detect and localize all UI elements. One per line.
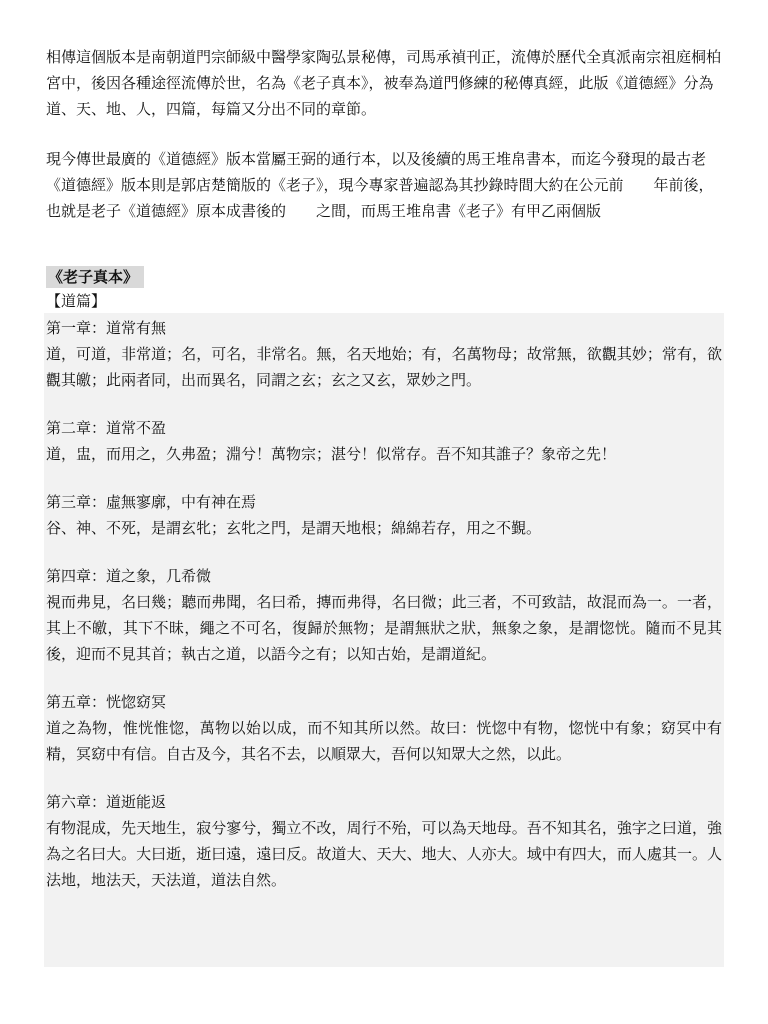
chapter-text: 道之為物，惟恍惟惚，萬物以始以成，而不知其所以然。故曰：恍惚中有物，惚恍中有象；窈冥中有精，冥窈中有信。自古及今，其名不去，以順眾大，吾何以知眾大之然，以此。 <box>46 719 722 763</box>
chapter-title: 第三章：虛無寥廓，中有神在焉 <box>46 493 257 511</box>
chapter-text: 視而弗見，名曰幾；聽而弗聞，名曰希，摶而弗得，名曰微；此三者，不可致詰，故混而為一。一者，其上不皦，其下不昧，繩之不可名，復歸於無物；是謂無狀之狀，無象之象，是謂惚恍。隨而不見其後，迎而不見其首；執古之道，以語今之有；以知古始，是謂道紀。 <box>46 593 722 663</box>
chapter-1 <box>46 315 722 393</box>
book-title: 《老子真本》 <box>46 266 144 288</box>
chapter-text: 道，可道，非常道；名，可名，非常名。無，名天地始；有，名萬物母；故常無，欲觀其妙；常有，欲觀其皦；此兩者同，出而異名，同謂之玄；玄之又玄，眾妙之門。 <box>46 345 722 389</box>
intro-paragraph-1: 相傳這個版本是南朝道門宗師級中醫學家陶弘景秘傳，司馬承禎刊正，流傳於歷代全真派南宗祖庭桐柏宮中，後因各種途徑流傳於世，名為《老子真本》，被奉為道門修練的秘傳真經，此版《道德經》分為道、天、地、人，四篇，每篇又分出不同的章節。 <box>46 48 722 118</box>
chapter-text: 道，盅，而用之，久弗盈；淵兮！萬物宗；湛兮！似常存。吾不知其誰子？象帝之先！ <box>46 445 617 463</box>
chapter-text: 谷、神、不死，是謂玄牝；玄牝之門，是謂天地根；綿綿若存，用之不覲。 <box>46 519 542 537</box>
chapter-title: 第五章：恍惚窈冥 <box>46 693 167 711</box>
chapters-block <box>44 313 724 967</box>
chapter-text: 有物混成，先天地生，寂兮寥兮，獨立不改，周行不殆，可以為天地母。吾不知其名，強字之曰道，強為之名曰大。大曰逝，逝曰遠，遠曰反。故道大、天大、地大、人亦大。域中有四大，而人處其一。人法地，地法天，天法道，道法自然。 <box>46 819 722 889</box>
chapter-5 <box>46 689 722 767</box>
section-title: 【道篇】 <box>46 292 107 310</box>
chapter-2 <box>46 415 722 467</box>
chapter-4 <box>46 563 722 667</box>
chapter-title: 第一章：道常有無 <box>46 319 167 337</box>
chapter-title: 第二章：道常不盈 <box>46 419 167 437</box>
chapter-3 <box>46 489 722 541</box>
intro-paragraph-2: 現今傳世最廣的《道德經》版本當屬王弼的通行本，以及後續的馬王堆帛書本，而迄今發現的最古老《道德經》版本則是郭店楚簡版的《老子》，現今專家普遍認為其抄錄時間大約在公元前 年前後，也就是老子《道德經》原本成書後的 之間，而馬王堆帛書《老子》有甲乙兩個版 <box>46 150 714 220</box>
intro-section <box>46 44 726 248</box>
chapter-title: 第六章：道逝能返 <box>46 793 167 811</box>
chapter-6 <box>46 789 722 893</box>
chapter-title: 第四章：道之象，几希微 <box>46 567 212 585</box>
